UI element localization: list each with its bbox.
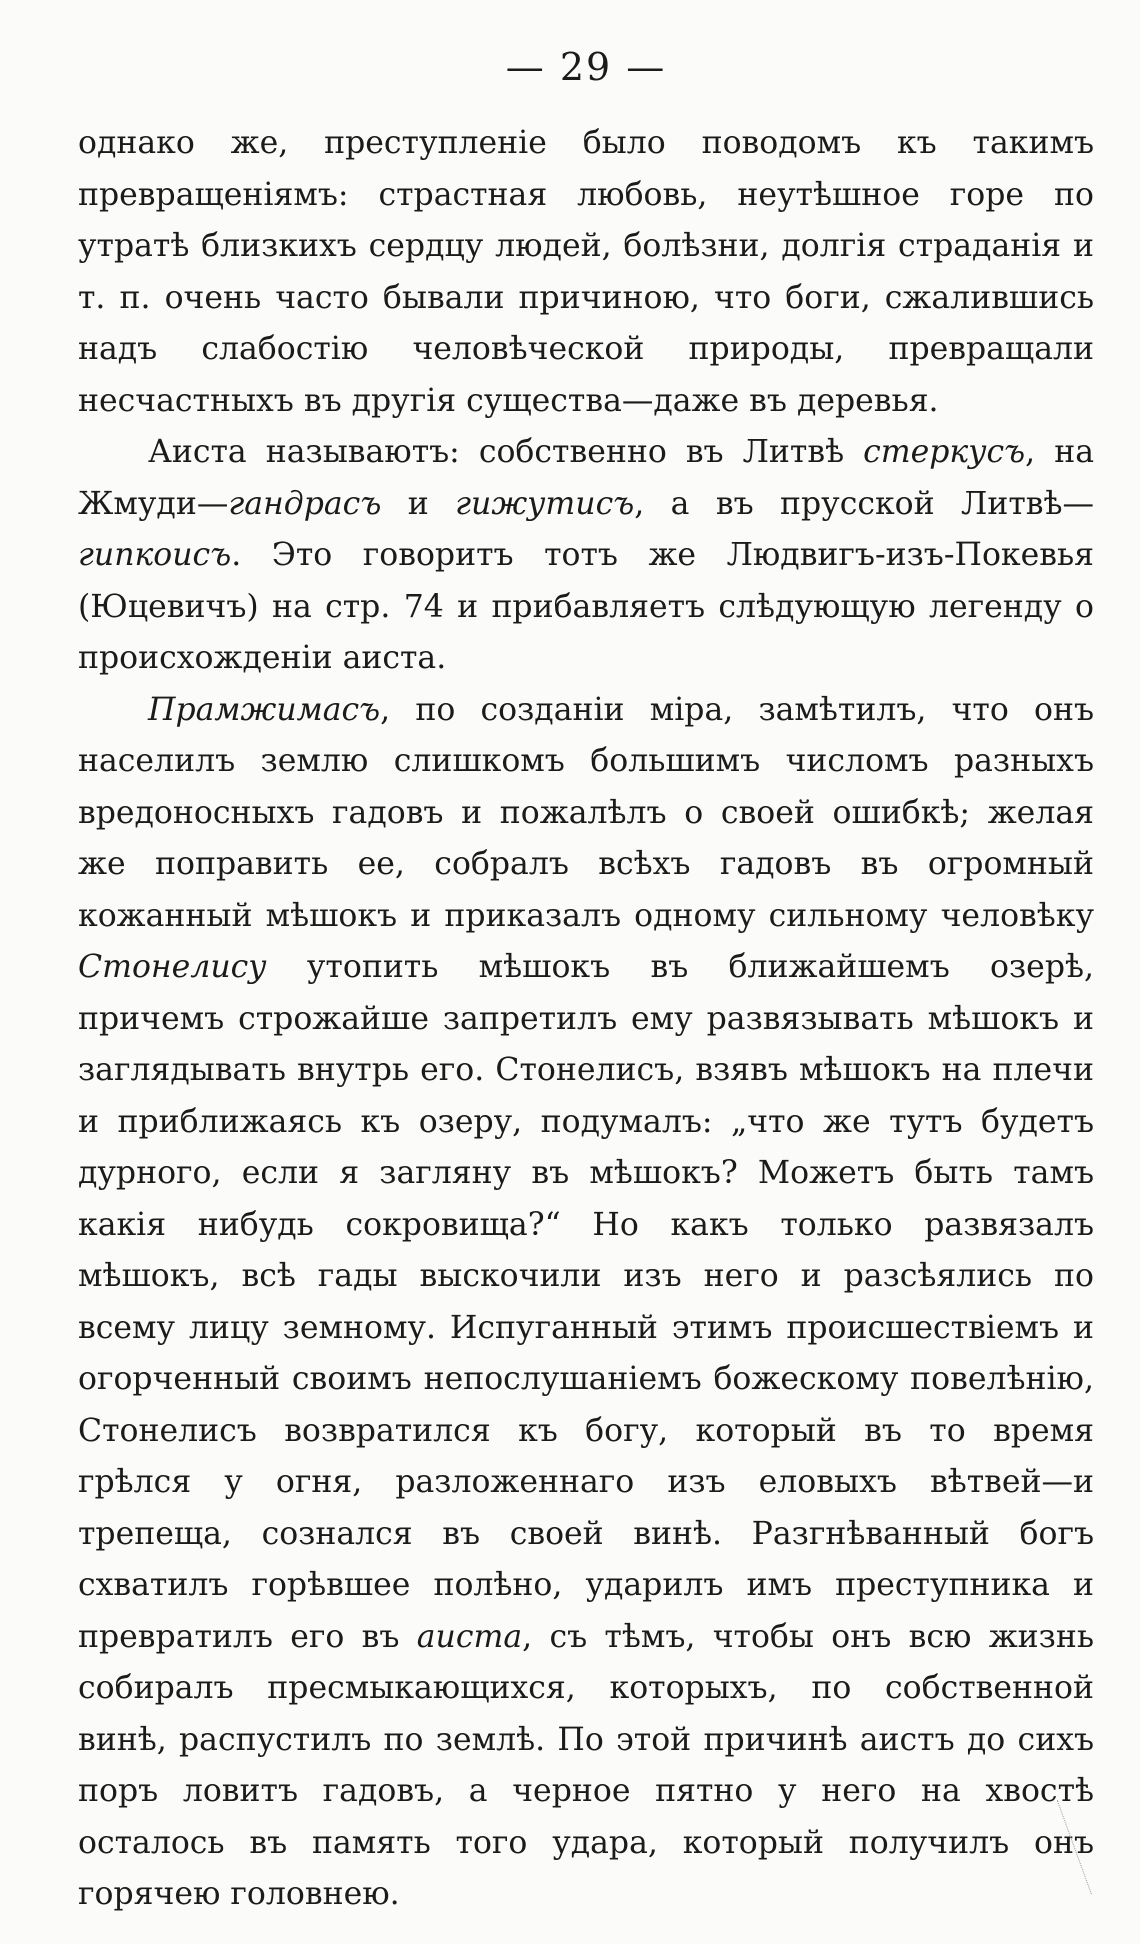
text-run: , по созданіи міра, замѣтилъ, что онъ населилъ землю слишкомъ большимъ числомъ разныхъ вредоносныхъ гадовъ и пожалѣлъ о своей ошибкѣ; желая же поправить ее, собралъ всѣхъ гадовъ въ огромный кожанный мѣшокъ и приказалъ одному сильному человѣку bbox=[78, 691, 1094, 934]
paragraph-1 bbox=[78, 118, 1094, 427]
text-run: , на Жмуди— bbox=[78, 434, 1094, 522]
text-run: и bbox=[381, 485, 456, 522]
text-run: Аиста называютъ: собственно въ Литвѣ bbox=[148, 434, 864, 470]
text-body bbox=[78, 118, 1094, 1921]
text-run: , съ тѣмъ, чтобы онъ всю жизнь собиралъ пресмыкающихся, которыхъ, по собственной винѣ, распустилъ по землѣ. По этой причинѣ аистъ до сихъ поръ ловитъ гадовъ, а черное пятно у него на хвостѣ осталось въ память того удара, который получилъ онъ горячею головнею. bbox=[78, 1618, 1094, 1912]
text-run: утопить мѣшокъ въ ближайшемъ озерѣ, причемъ строжайше запретилъ ему развязывать мѣшокъ и заглядывать внутрь его. Стонелисъ, взявъ мѣшокъ на плечи и приближаясь къ озеру, подумалъ: „что же тутъ будетъ дурного, если я загляну въ мѣшокъ? Можетъ быть тамъ какія нибудь сокровища?“ Но какъ только развязалъ мѣшокъ, всѣ гады выскочили изъ него и разсѣялись по всему лицу земному. Испуганный этимъ происшествіемъ и огорченный своимъ непослушаніемъ божескому повелѣнію, Стонелисъ возвратился къ богу, который въ то время грѣлся у огня, разложеннаго изъ еловыхъ вѣтвей—и трепеща, сознался въ своей винѣ. Разгнѣванный богъ схватилъ горѣвшее полѣно, ударилъ имъ преступника и превратилъ его въ bbox=[78, 949, 1094, 1655]
italic-term: гижутисъ bbox=[455, 485, 635, 522]
italic-term: гипкоисъ bbox=[78, 537, 232, 573]
paragraph-3 bbox=[78, 685, 1094, 1921]
text-run: , а въ прусской Литвѣ— bbox=[634, 485, 1094, 522]
paragraph-2 bbox=[78, 427, 1094, 685]
page-number: — 29 — bbox=[505, 45, 667, 89]
italic-term: аиста bbox=[416, 1618, 523, 1655]
italic-term: Стонелису bbox=[78, 949, 267, 985]
text-run: . Это говоритъ тотъ же Людвигъ-изъ-Покевья (Юцевичъ) на стр. 74 и прибавляетъ слѣдующую легенду о происхожденіи аиста. bbox=[78, 537, 1094, 676]
italic-term: Прамжимасъ bbox=[148, 691, 381, 728]
italic-term: стеркусъ bbox=[863, 434, 1026, 470]
text-run: однако же, преступленіе было поводомъ къ такимъ превращеніямъ: страстная любовь, неутѣшное горе по утратѣ близкихъ сердцу людей, болѣзни, долгія страданія и т. п. очень часто бывали причиною, что боги, сжалившись надъ слабостію человѣческой природы, превращали несчастныхъ въ другія существа—даже въ деревья. bbox=[78, 125, 1094, 419]
italic-term: гандрасъ bbox=[228, 485, 382, 522]
